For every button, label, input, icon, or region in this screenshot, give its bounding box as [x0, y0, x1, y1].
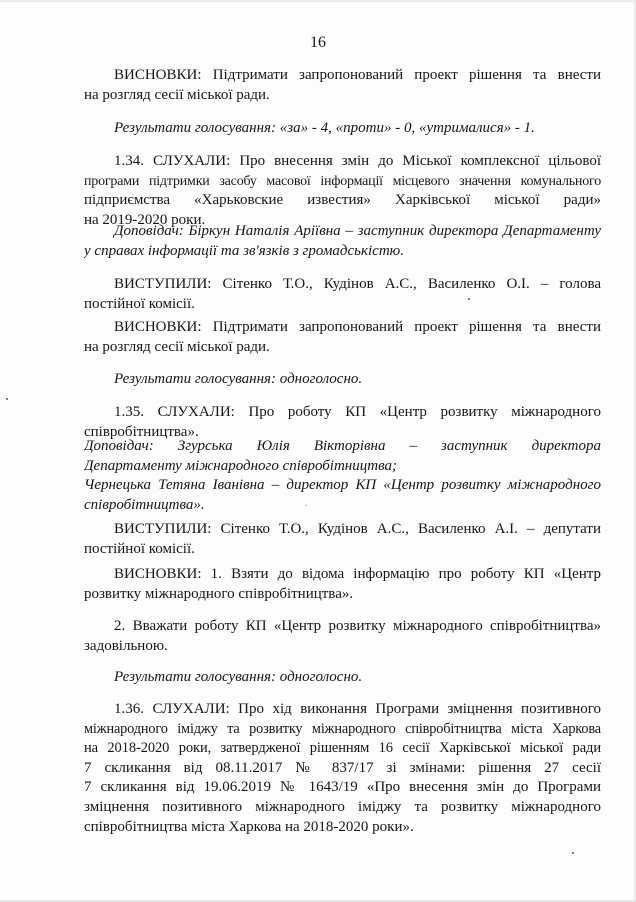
item-1-35-speakers [84, 437, 601, 515]
text-line: постійної комісії. [84, 540, 195, 557]
text-line: співробітництва міста Харкова на 2018-2020 роки». [84, 818, 414, 835]
text-line: 7 скликання від 08.11.2017 № 837/17 зі змінами: рішення 27 сесії [84, 759, 601, 776]
item-1-35-conclusion-2 [84, 617, 601, 656]
text-line: ВИСТУПИЛИ: Сітенко Т.О., Кудінов А.С., Василенко О.І. – голова [114, 276, 601, 292]
text-line: зміцнення позитивного міжнародного іміджу та розвитку міжнародного [84, 798, 601, 815]
text-line: постійної комісії. [84, 295, 195, 312]
text-line: Результати голосування: одноголосно. [114, 669, 363, 685]
text-line: розвитку міжнародного співробітництва». [84, 585, 354, 602]
text-line: 1.36. СЛУХАЛИ: Про хід виконання Програми зміцнення позитивного [114, 701, 601, 717]
item-1-35-spoke [84, 520, 601, 559]
item-1-34-speaker [84, 222, 601, 261]
item-1-34-heard [84, 152, 601, 230]
text-line: задовільною. [84, 637, 168, 654]
text-line: 1.34. СЛУХАЛИ: Про внесення змін до Міської комплексної цільової [114, 153, 601, 169]
scan-speck [468, 298, 470, 300]
scan-speck [306, 505, 307, 506]
scan-edge-top [0, 0, 636, 2]
text-line: Доповідач: Згурська Юлія Вікторівна – заступник директора [84, 438, 601, 454]
text-line: міжнародного іміджу та розвитку міжнародного співробітництва міста Харкова [84, 720, 601, 737]
page-number: 16 [310, 34, 326, 51]
text-line: підприємства «Харьковские известия» Харківської міської ради» [84, 192, 601, 209]
text-line: ВИСНОВКИ: Підтримати запропонований проект рішення та внести [114, 319, 601, 335]
voting-results-1 [84, 119, 601, 139]
voting-results-2 [84, 370, 601, 390]
text-line: 2. Вважати роботу КП «Центр розвитку міжнародного співробітництва» [114, 618, 601, 634]
text-line: на 2019-2020 роки. [84, 211, 206, 228]
text-line: на розгляд сесії міської ради. [84, 86, 270, 103]
text-line: 7 скликання від 19.06.2019 № 1643/19 «Про внесення змін до Програми [84, 779, 601, 796]
text-line: співробітництва». [84, 496, 205, 513]
scan-speck [572, 852, 574, 854]
conclusions-paragraph-1 [84, 66, 601, 105]
text-line: ВИСНОВКИ: Підтримати запропонований проект рішення та внести [114, 67, 601, 83]
scan-speck [6, 398, 8, 400]
text-line: Результати голосування: одноголосно. [114, 371, 363, 387]
text-line: на розгляд сесії міської ради. [84, 338, 270, 355]
item-1-35-conclusions [84, 565, 601, 604]
text-line: програми підтримки засобу масової інформації місцевого значення комунального [84, 173, 601, 189]
item-1-34-conclusions [84, 318, 601, 357]
text-line: Доповідач: Біркун Наталія Аріївна – заступник директора Департаменту [114, 223, 601, 239]
text-line: Департаменту міжнародного співробітництва; [84, 457, 397, 474]
text-line: ВИСТУПИЛИ: Сітенко Т.О., Кудінов А.С., Василенко А.І. – депутати [114, 521, 601, 537]
text-line: співробітництва». [84, 423, 199, 440]
text-line: 1.35. СЛУХАЛИ: Про роботу КП «Центр розвитку міжнародного [114, 404, 601, 420]
text-line: Чернецька Тетяна Іванівна – директор КП «Центр розвитку міжнародного [84, 477, 601, 494]
voting-results-3 [84, 668, 601, 688]
item-1-34-spoke [84, 275, 601, 314]
text-line: на 2018-2020 роки, затвердженої рішенням 16 сесії Харківської міської ради [84, 740, 601, 757]
text-line: Результати голосування: «за» - 4, «проти» - 0, «утрималися» - 1. [114, 120, 535, 136]
text-line: у справах інформації та зв'язків з громадськістю. [84, 242, 404, 259]
text-line: ВИСНОВКИ: 1. Взяти до відома інформацію про роботу КП «Центр [114, 566, 601, 582]
item-1-36-heard [84, 700, 601, 837]
